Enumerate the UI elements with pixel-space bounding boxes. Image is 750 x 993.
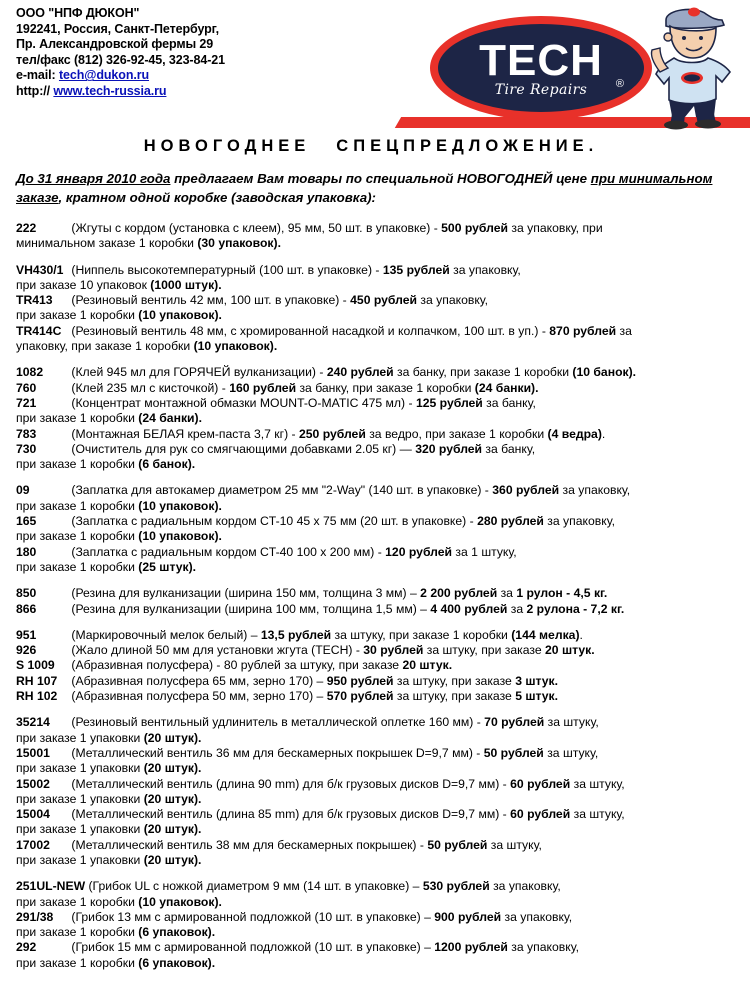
company-address-line-2: Пр. Александровской фермы 29 xyxy=(16,37,214,52)
product-code: VH430/1 xyxy=(16,262,64,277)
product-description: (Очиститель для рук со смягчающими добавками 2.05 кг) — xyxy=(71,441,416,456)
product-code: 180 xyxy=(16,544,37,559)
product-description: (Абразивная полусфера 65 мм, зерно 170) – xyxy=(71,673,327,688)
product-description: (Концентрат монтажной обмазки MOUNT-O-MATIC 475 мл) - xyxy=(71,395,416,410)
product-code: 15002 xyxy=(16,776,50,791)
company-name: ООО "НПФ ДЮКОН" xyxy=(16,6,140,20)
product-description: (Жгуты с кордом (установка с клеем), 95 мм, 50 шт. в упаковке) - xyxy=(71,221,442,235)
product-code: 292 xyxy=(16,940,37,955)
product-item xyxy=(16,483,740,514)
product-description: (Абразивная полусфера 50 мм, зерно 170) – xyxy=(71,689,327,704)
product-min-order: 20 штук. xyxy=(402,658,453,673)
product-order-condition: при заказе 1 коробки xyxy=(16,457,139,472)
product-item xyxy=(16,442,740,473)
product-price-unit: за штуку, при заказе xyxy=(423,643,545,658)
product-description: (Грибок 15 мм с армированной подложкой (10 шт. в упаковке) – xyxy=(71,940,435,955)
product-item xyxy=(16,658,740,673)
product-price: 13,5 рублей xyxy=(260,627,332,642)
product-price-unit: за штуку, при заказе xyxy=(393,673,516,688)
tech-logo xyxy=(430,4,750,126)
product-order-condition: при заказе 1 упаковки xyxy=(16,730,144,745)
product-description: (Резиновый вентильный удлинитель в металлической оплетке 160 мм) - xyxy=(71,715,485,730)
product-code: 165 xyxy=(16,514,37,529)
product-item-continuation xyxy=(16,731,740,746)
product-description: (Металлический вентиль 38 мм для бескамерных покрышек) - xyxy=(71,837,428,852)
product-item xyxy=(16,514,740,545)
product-group xyxy=(16,586,740,617)
product-price-unit: за упаковку, xyxy=(449,262,521,277)
product-order-condition: при заказе 1 коробки xyxy=(16,308,139,323)
product-price: 900 рублей xyxy=(434,909,502,924)
product-item-continuation xyxy=(16,339,740,354)
product-price-unit: за упаковку, xyxy=(543,514,615,529)
product-price-unit: за упаковку, xyxy=(417,293,489,308)
product-order-condition: при заказе 1 упаковки xyxy=(16,852,144,867)
product-item xyxy=(16,381,740,396)
product-item-continuation xyxy=(16,499,740,514)
product-code: 15001 xyxy=(16,745,50,760)
email-link[interactable]: tech@dukon.ru xyxy=(58,68,150,83)
product-code: 721 xyxy=(16,395,37,410)
product-group xyxy=(16,879,740,971)
product-item xyxy=(16,643,740,658)
product-price: 125 рублей xyxy=(415,395,483,410)
product-price: 870 рублей xyxy=(549,323,617,338)
product-item-continuation xyxy=(16,529,740,544)
title-part-1: НОВОГОДНЕЕ xyxy=(143,137,311,155)
product-description: (Грибок UL с ножкой диаметром 9 мм (14 шт. в упаковке) – xyxy=(88,879,423,894)
product-item-continuation xyxy=(16,895,740,910)
product-code: RH 107 xyxy=(16,673,58,688)
product-min-order: (20 штук). xyxy=(143,822,202,837)
product-min-order: (144 мелка) xyxy=(511,627,580,642)
offer-intro-text xyxy=(16,169,732,207)
product-min-order: (30 упаковок). xyxy=(197,236,281,251)
product-description: (Грибок 13 мм с армированной подложкой (10 шт. в упаковке) – xyxy=(71,909,435,924)
product-min-order: (10 упаковок). xyxy=(193,339,278,354)
product-description: (Абразивная полусфера) - 80 рублей за штуку, при заказе xyxy=(71,658,403,673)
company-website-line xyxy=(16,84,225,100)
page-header xyxy=(0,0,750,128)
product-min-order: 3 штук. xyxy=(515,673,559,688)
product-code: TR414C xyxy=(16,323,62,338)
product-code: 222 xyxy=(16,221,37,235)
product-price-unit: за упаковку, xyxy=(507,940,579,955)
product-item xyxy=(16,365,740,380)
product-code: 35214 xyxy=(16,715,50,730)
product-item xyxy=(16,545,740,576)
product-code: 783 xyxy=(16,426,37,441)
product-order-condition: при заказе 10 упаковок xyxy=(16,277,151,292)
product-item-continuation xyxy=(16,956,740,971)
product-item xyxy=(16,674,740,689)
product-code: 17002 xyxy=(16,837,50,852)
product-item xyxy=(16,628,740,643)
product-item xyxy=(16,838,740,869)
page-title xyxy=(0,137,750,156)
product-item xyxy=(16,807,740,838)
product-price: 320 рублей xyxy=(415,441,483,456)
product-min-order: (10 банок). xyxy=(572,365,637,380)
product-item xyxy=(16,396,740,427)
logo-tagline-text: Tire Repairs xyxy=(494,82,588,98)
intro-mid-2: , кратном одной коробке (заводская упаковка): xyxy=(58,190,376,205)
product-price: 160 рублей xyxy=(229,380,297,395)
product-description: (Металлический вентиль (длина 90 mm) для б/к грузовых дисков D=9,7 мм) - xyxy=(71,776,511,791)
product-item xyxy=(16,602,740,617)
product-min-order: (20 штук). xyxy=(143,730,202,745)
product-description: (Клей 235 мл с кисточкой) - xyxy=(71,380,230,395)
product-order-condition: при заказе 1 упаковки xyxy=(16,761,144,776)
product-item xyxy=(16,940,740,971)
product-price-unit: за упаковку, при xyxy=(508,221,603,235)
logo-oval-shape xyxy=(430,16,652,120)
product-price: 50 рублей xyxy=(483,745,544,760)
product-item xyxy=(16,427,740,442)
product-price-unit: за упаковку, xyxy=(559,483,631,498)
product-code: 760 xyxy=(16,380,37,395)
product-price: 360 рублей xyxy=(492,483,560,498)
product-group xyxy=(16,628,740,704)
product-price-unit: за штуку, при заказе xyxy=(393,689,516,704)
product-item-continuation xyxy=(16,411,740,426)
product-price-unit: за упаковку, xyxy=(489,879,561,894)
product-price: 60 рублей xyxy=(510,776,571,791)
product-min-order: (10 упаковок). xyxy=(138,894,222,909)
product-price-unit: за штуку, xyxy=(570,776,625,791)
product-group xyxy=(16,263,740,355)
product-item-continuation xyxy=(16,822,740,837)
http-label: http:// xyxy=(16,83,51,98)
product-price-unit: за упаковку, xyxy=(501,909,573,924)
title-part-2: СПЕЦПРЕДЛОЖЕНИЕ. xyxy=(336,137,599,155)
product-price-unit: за ведро, при заказе 1 коробки xyxy=(365,426,548,441)
product-item-continuation xyxy=(16,236,740,251)
product-item-continuation xyxy=(16,792,740,807)
product-item-continuation xyxy=(16,853,740,868)
product-code: 15004 xyxy=(16,807,50,822)
product-min-order: (20 штук). xyxy=(143,791,202,806)
product-order-condition: при заказе 1 коробки xyxy=(16,955,139,970)
product-min-order: (24 банки). xyxy=(138,411,202,426)
product-item-continuation xyxy=(16,560,740,575)
product-description: (Резиновый вентиль 42 мм, 100 шт. в упаковке) - xyxy=(71,293,351,308)
product-item xyxy=(16,324,740,355)
product-description: (Клей 945 мл для ГОРЯЧЕЙ вулканизации) - xyxy=(71,365,327,380)
product-price-unit: за банку, xyxy=(482,395,536,410)
product-trailing-punctuation: . xyxy=(601,426,606,441)
product-description: (Маркировочный мелок белый) – xyxy=(71,627,261,642)
product-min-order: (6 банок). xyxy=(138,457,196,472)
product-order-condition: при заказе 1 коробки xyxy=(16,529,139,544)
product-code: 09 xyxy=(16,483,30,498)
product-min-order: (4 ведра) xyxy=(547,426,602,441)
product-price: 530 рублей xyxy=(422,879,490,894)
product-price: 570 рублей xyxy=(326,689,394,704)
product-description: (Резина для вулканизации (ширина 150 мм, толщина 3 мм) – xyxy=(71,586,421,601)
product-min-order: (10 упаковок). xyxy=(138,308,222,323)
product-order-condition: при заказе 1 коробки xyxy=(16,411,139,426)
product-min-order: (6 упаковок). xyxy=(138,925,216,940)
product-description: (Заплатка для автокамер диаметром 25 мм "2-Way" (140 шт. в упаковке) - xyxy=(71,483,493,498)
product-min-order: 1 рулон - 4,5 кг. xyxy=(516,586,608,601)
product-code: 730 xyxy=(16,441,37,456)
product-price: 500 рублей xyxy=(441,221,508,235)
product-code: TR413 xyxy=(16,293,53,308)
product-item xyxy=(16,715,740,746)
product-min-order: (20 штук). xyxy=(143,852,202,867)
product-order-condition: при заказе 1 упаковки xyxy=(16,791,144,806)
product-item-continuation xyxy=(16,761,740,776)
product-item-continuation xyxy=(16,457,740,472)
product-list xyxy=(0,221,750,971)
product-price: 30 рублей xyxy=(363,643,424,658)
product-price: 450 рублей xyxy=(350,293,417,308)
product-order-condition: при заказе 1 коробки xyxy=(16,925,139,940)
product-item-continuation xyxy=(16,278,740,293)
product-order-condition: при заказе 1 коробки xyxy=(16,559,139,574)
product-description: (Металлический вентиль (длина 85 mm) для б/к грузовых дисков D=9,7 мм) - xyxy=(71,807,511,822)
product-code: RH 102 xyxy=(16,689,58,704)
product-item-continuation xyxy=(16,308,740,323)
product-item xyxy=(16,586,740,601)
product-description: (Монтажная БЕЛАЯ крем-паста 3,7 кг) - xyxy=(71,426,299,441)
product-price-unit: за штуку, xyxy=(487,837,542,852)
product-item xyxy=(16,263,740,294)
product-group xyxy=(16,715,740,868)
intro-underline-2: при минимальном заказе xyxy=(16,171,713,205)
product-price: 280 рублей xyxy=(477,514,544,529)
product-code: 251UL-NEW xyxy=(16,879,86,894)
product-price: 240 рублей xyxy=(326,365,394,380)
product-price-unit: за xyxy=(616,323,632,338)
product-min-order: (1000 штук). xyxy=(150,277,222,292)
product-min-order: (20 штук). xyxy=(143,761,202,776)
product-price: 250 рублей xyxy=(298,426,366,441)
company-contact-block xyxy=(16,6,225,100)
website-link[interactable]: www.tech-russia.ru xyxy=(53,83,167,98)
product-price: 70 рублей xyxy=(484,715,545,730)
product-description: (Резиновый вентиль 48 мм, с хромированной насадкой и колпачком, 100 шт. в уп.) - xyxy=(71,323,550,338)
product-price: 60 рублей xyxy=(510,807,571,822)
mascot-illustration-icon xyxy=(638,4,748,130)
product-price-unit: за штуку, xyxy=(570,807,625,822)
product-min-order: (10 упаковок). xyxy=(138,529,222,544)
product-description: (Жало длиной 50 мм для установки жгута (TECH) - xyxy=(71,643,364,658)
product-price-unit: за xyxy=(497,586,517,601)
product-item xyxy=(16,293,740,324)
product-price-unit: за банку, при заказе 1 коробки xyxy=(393,365,573,380)
product-description: (Резина для вулканизации (ширина 100 мм, толщина 1,5 мм) – xyxy=(71,601,431,616)
product-item xyxy=(16,746,740,777)
product-order-condition: при заказе 1 коробки xyxy=(16,498,139,513)
product-price-unit: за банку, xyxy=(482,441,536,456)
company-address-line-1: 192241, Россия, Санкт-Петербург, xyxy=(16,21,220,36)
product-price-unit: за штуку, xyxy=(544,715,599,730)
product-price: 1200 рублей xyxy=(434,940,508,955)
product-description: (Ниппель высокотемпературный (100 шт. в упаковке) - xyxy=(71,262,383,277)
product-code: 926 xyxy=(16,643,37,658)
product-price: 135 рублей xyxy=(382,262,450,277)
product-price: 50 рублей xyxy=(427,837,488,852)
product-order-condition: при заказе 1 коробки xyxy=(16,894,139,909)
product-price-unit: за штуку, при заказе 1 коробки xyxy=(331,627,512,642)
product-item-continuation xyxy=(16,925,740,940)
product-order-condition: упаковку, при заказе 1 коробки xyxy=(16,339,194,354)
product-description: (Заплатка с радиальным кордом CT-40 100 x 200 мм) - xyxy=(71,544,386,559)
product-min-order: 5 штук. xyxy=(515,689,559,704)
registered-trademark-icon: ® xyxy=(615,78,624,90)
product-price: 120 рублей xyxy=(385,544,453,559)
product-min-order: (25 штук). xyxy=(138,559,197,574)
product-code: 1082 xyxy=(16,365,44,380)
product-min-order: 20 штук. xyxy=(545,643,595,658)
product-price: 950 рублей xyxy=(326,673,394,688)
product-price-unit: за штуку, xyxy=(543,745,599,760)
product-min-order: (6 упаковок). xyxy=(138,955,216,970)
product-price: 4 400 рублей xyxy=(430,601,508,616)
product-item xyxy=(16,879,740,910)
product-group xyxy=(16,221,740,252)
product-price-unit: за банку, при заказе 1 коробки xyxy=(296,380,475,395)
product-code: S 1009 xyxy=(16,658,55,673)
email-label: e-mail: xyxy=(16,68,56,83)
product-item xyxy=(16,221,740,252)
product-group xyxy=(16,365,740,472)
product-description: (Металлический вентиль 36 мм для бескамерных покрышек D=9,7 мм) - xyxy=(71,745,484,760)
product-code: 850 xyxy=(16,586,37,601)
company-email-line xyxy=(16,68,225,84)
product-description: (Заплатка с радиальным кордом CT-10 45 x 75 мм (20 шт. в упаковке) - xyxy=(71,514,478,529)
intro-underline-1: До 31 января 2010 года xyxy=(16,171,171,186)
product-min-order: (10 упаковок). xyxy=(138,498,222,513)
product-price-unit: за xyxy=(507,601,527,616)
product-trailing-punctuation: . xyxy=(579,627,583,642)
product-item xyxy=(16,689,740,704)
product-item xyxy=(16,910,740,941)
product-code: 866 xyxy=(16,601,37,616)
product-group xyxy=(16,483,740,575)
product-item xyxy=(16,777,740,808)
logo-brand-text: TECH xyxy=(479,36,603,85)
product-price-unit: за 1 штуку, xyxy=(452,544,517,559)
intro-mid-1: предлагаем Вам товары по специальной НОВОГОДНЕЙ цене xyxy=(170,171,588,186)
product-price: 2 200 рублей xyxy=(420,586,498,601)
product-code: 951 xyxy=(16,627,37,642)
company-phone: тел/факс (812) 326-92-45, 323-84-21 xyxy=(16,52,225,67)
product-min-order: (24 банки). xyxy=(474,380,539,395)
product-order-condition: при заказе 1 упаковки xyxy=(16,822,144,837)
product-code: 291/38 xyxy=(16,909,54,924)
product-min-order: 2 рулона - 7,2 кг. xyxy=(526,601,625,616)
product-order-condition: минимальном заказе 1 коробки xyxy=(16,236,198,251)
